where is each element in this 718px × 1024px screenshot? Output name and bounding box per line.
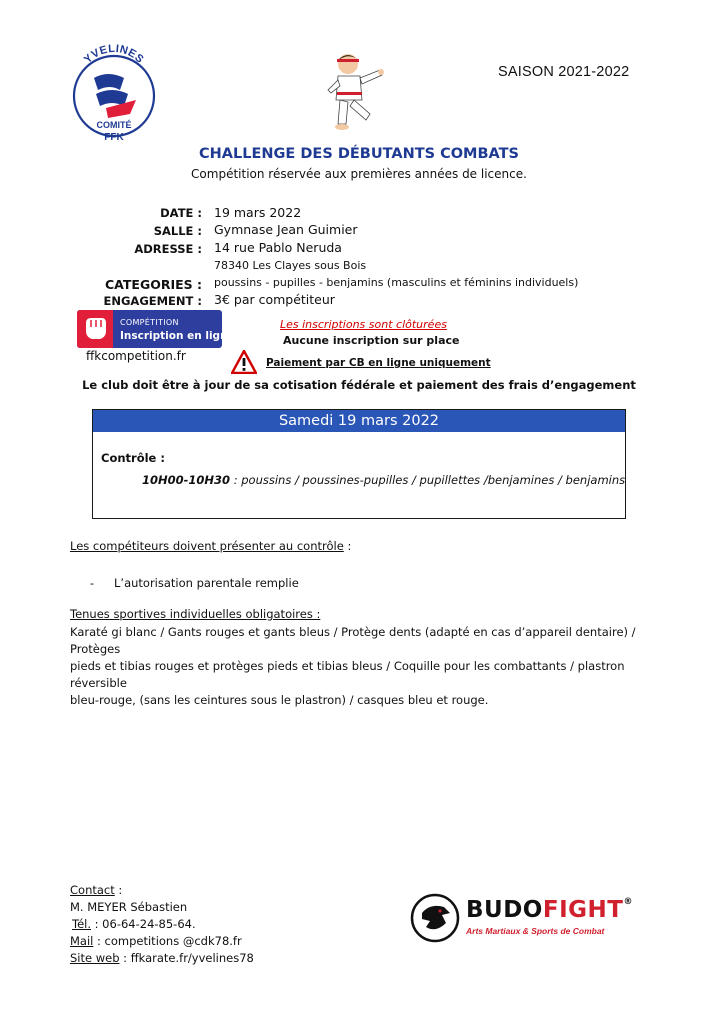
present-heading-text: Les compétiteurs doivent présenter au contrôle	[70, 539, 344, 553]
adresse-line2: 78340 Les Clayes sous Bois	[214, 259, 367, 272]
logo-comite: COMITÉ	[96, 120, 132, 130]
list-item-authorization: L’autorisation parentale remplie	[114, 576, 299, 590]
categories-label: CATEGORIES :	[105, 277, 202, 292]
web-value[interactable]: : ffkarate.fr/yvelines78	[119, 951, 254, 965]
warning-icon	[231, 350, 257, 374]
tenues-paragraph	[70, 624, 660, 709]
control-label: Contrôle :	[101, 451, 165, 465]
tenues-line-1: Karaté gi blanc / Gants rouges et gants bleus / Protège dents (adapté en cas d’appareil dentaire) / Protèges	[70, 625, 636, 656]
adresse-label: ADRESSE :	[134, 242, 202, 256]
date-value: 19 mars 2022	[214, 205, 302, 220]
tenues-line-2: pieds et tibias rouges et protèges pieds et tibias bleus / Coquille pour les combattants / plastron réversible	[70, 659, 625, 690]
phone-value[interactable]: : 06-64-24-85-64.	[91, 917, 196, 931]
adresse-value: 14 rue Pablo Neruda	[214, 240, 342, 255]
phone-label: Tél.	[72, 917, 91, 931]
registrations-closed-notice: Les inscriptions sont clôturées	[280, 318, 447, 331]
comite-ffk-logo	[66, 42, 162, 146]
page-title: CHALLENGE DES DÉBUTANTS COMBATS	[199, 146, 519, 162]
budofight-name	[466, 897, 633, 923]
budofight-dragon-icon	[410, 893, 460, 943]
categories-value: poussins - pupilles - benjamins (masculins et féminins individuels)	[214, 276, 579, 289]
karate-kid-illustration	[326, 50, 384, 132]
control-categories: : poussins / poussines-pupilles / pupillettes /benjamines / benjamins	[230, 473, 626, 487]
mail-value[interactable]: : competitions @cdk78.fr	[93, 934, 242, 948]
page-subtitle: Compétition réservée aux premières années de licence.	[191, 167, 527, 181]
logo-top-text: YVELINES	[81, 42, 147, 66]
badge-big-text: Inscription en ligne	[120, 330, 235, 342]
mail-label: Mail	[70, 934, 94, 948]
salle-value: Gymnase Jean Guimier	[214, 222, 358, 237]
fist-icon	[82, 315, 108, 343]
list-bullet: -	[90, 576, 95, 590]
contact-mail	[70, 934, 242, 948]
budofight-name-b: FIGHT	[542, 897, 624, 923]
date-label: DATE :	[160, 206, 202, 220]
contact-heading-text: Contact	[70, 883, 115, 897]
engagement-label: ENGAGEMENT :	[103, 294, 202, 308]
cb-payment-notice: Paiement par CB en ligne uniquement	[266, 357, 491, 369]
web-label: Site web	[70, 951, 120, 965]
engagement-value: 3€ par compétiteur	[214, 292, 335, 307]
budofight-name-a: BUDO	[466, 897, 543, 923]
contact-web	[70, 951, 254, 965]
contact-phone	[72, 917, 196, 931]
budofight-tagline: Arts Martiaux & Sports de Combat	[466, 926, 605, 936]
control-line	[142, 473, 625, 487]
logo-ffk: FFK	[104, 132, 124, 143]
contact-heading-suffix: :	[114, 883, 123, 897]
salle-label: SALLE :	[153, 224, 202, 238]
badge-small-text: COMPÉTITION	[120, 318, 179, 327]
budofight-reg: ®	[623, 897, 633, 907]
contact-name: M. MEYER Sébastien	[70, 900, 188, 914]
svg-text:YVELINES	[82, 43, 146, 66]
club-requirement-notice: Le club doit être à jour de sa cotisation fédérale et paiement des frais d’engagement	[82, 378, 636, 392]
control-time: 10H00-10H30	[142, 473, 231, 487]
season-label: SAISON 2021-2022	[498, 64, 630, 80]
no-onsite-registration: Aucune inscription sur place	[283, 334, 460, 347]
present-heading	[70, 539, 351, 553]
schedule-header: Samedi 19 mars 2022	[93, 410, 625, 432]
ffk-competition-link[interactable]: ffkcompetition.fr	[86, 349, 186, 363]
tenues-line-3: bleu-rouge, (sans les ceintures sous le plastron) / casques bleu et rouge.	[70, 693, 489, 707]
contact-heading	[70, 883, 122, 897]
tenues-heading: Tenues sportives individuelles obligatoires :	[70, 607, 321, 621]
present-heading-suffix: :	[343, 539, 352, 553]
